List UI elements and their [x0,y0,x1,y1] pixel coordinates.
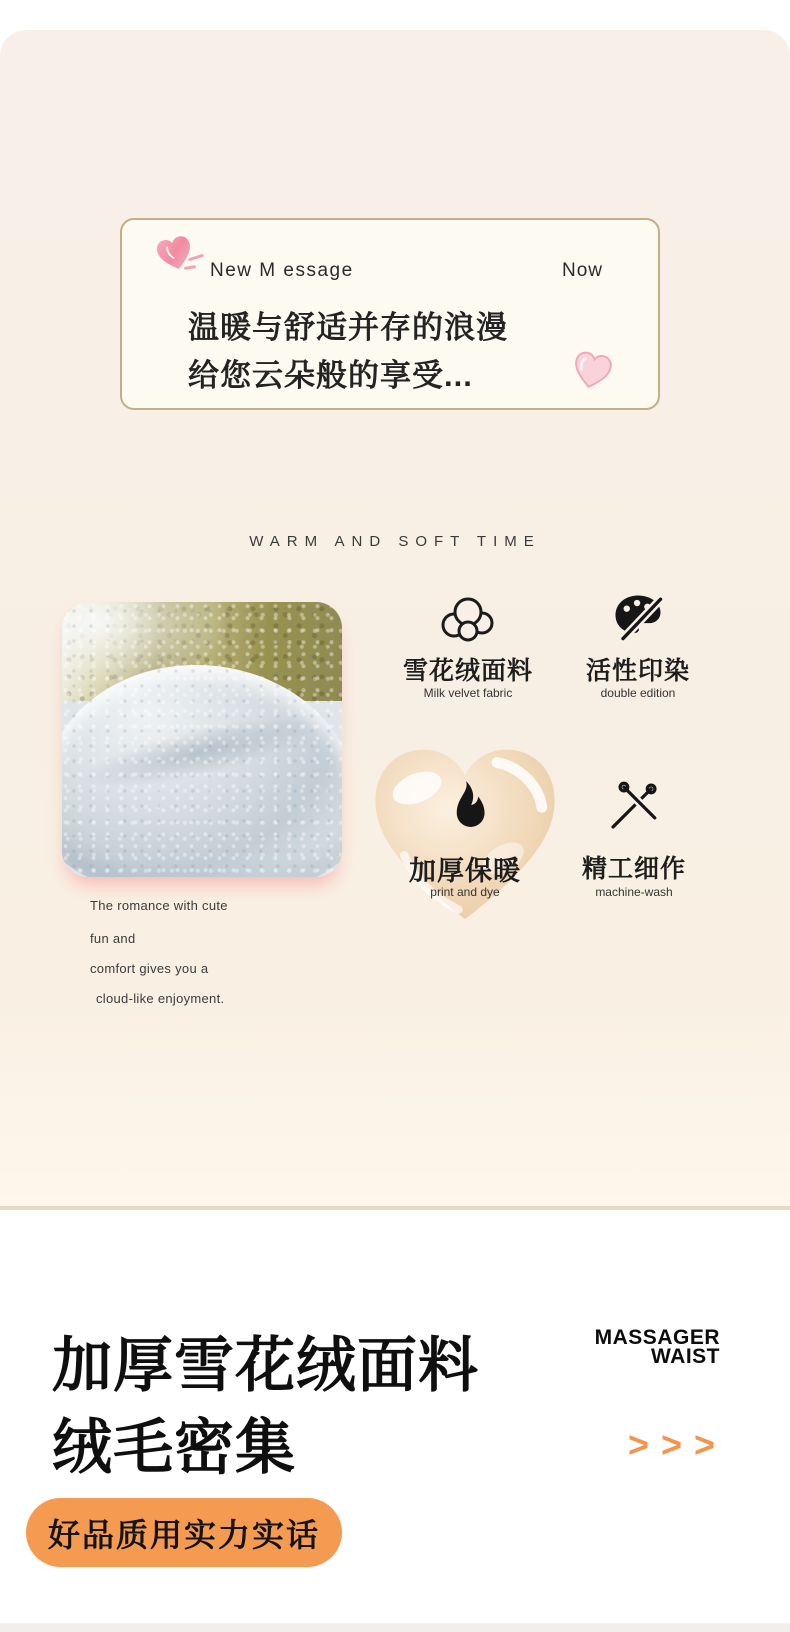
card-message-line-1: 温暖与舒适并存的浪漫 [188,310,508,345]
card-time: Now [561,260,603,281]
flame-icon [441,779,491,845]
card-message [188,304,508,400]
headline-line-2: 绒毛密集 [52,1414,296,1481]
feature-subtitle: double edition [600,686,676,700]
product-photo [62,602,342,877]
cloud-icon [435,590,501,648]
feature-subtitle: machine-wash [595,885,673,899]
brand-name [595,1328,720,1366]
feature-subtitle: print and dye [430,885,500,899]
feature-title: 活性印染 [585,657,690,685]
heart-dash [184,265,196,270]
feature-title: 精工细作 [581,855,686,883]
photo-caption-line: cloud-like enjoyment. [96,991,225,1006]
feature-subtitle: Milk velvet fabric [423,686,513,700]
card-title: New M essage [210,260,354,281]
brand-line-2: WAIST [651,1345,720,1368]
photo-caption-line: The romance with cute [90,898,228,913]
headline-line-1: 加厚雪花绒面料 [52,1332,479,1399]
card-message-line-2: 给您云朵般的享受... [188,358,473,393]
feature-title: 雪花绒面料 [402,657,533,685]
next-section-strip [0,1623,790,1632]
heart-icon-small [568,348,615,393]
photo-caption-line: fun and [90,931,136,946]
photo-caption-line: comfort gives you a [90,961,209,976]
needles-icon [604,778,662,836]
brand-line-1: MASSAGER [594,1326,720,1349]
section-title: WARM AND SOFT TIME [249,533,541,550]
arrows-decoration: >>> [628,1424,728,1465]
heart-icon [152,232,198,276]
quality-badge: 好品质用实力实话 [26,1498,342,1567]
message-card [120,218,660,410]
palette-icon [608,588,668,648]
feature-title: 加厚保暖 [409,856,521,886]
